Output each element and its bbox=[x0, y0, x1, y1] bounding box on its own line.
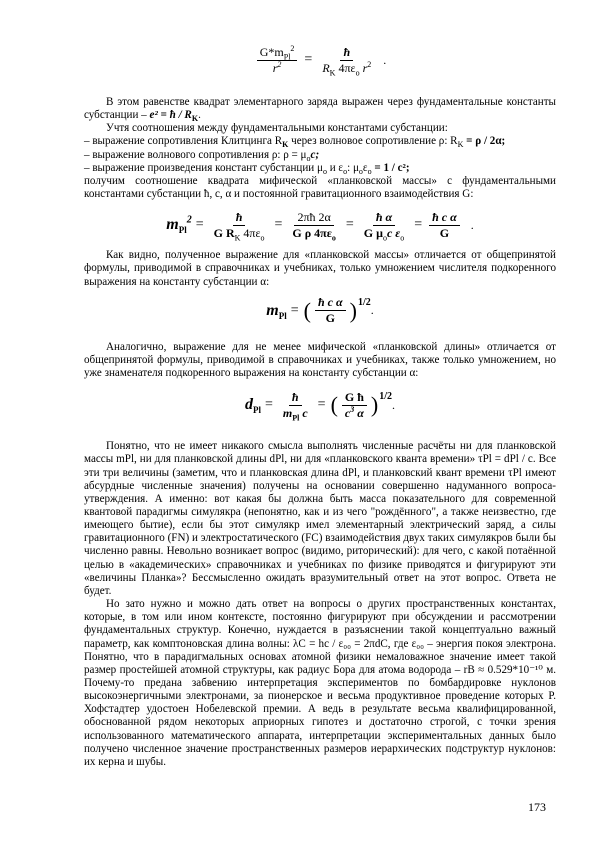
eq2-fraction-1: $\frac{ħ}{G R_K 4\pi\varepsilon_o}$ bbox=[213, 209, 265, 243]
eq3-fraction: $\frac{\text{ħ c α}}{G}$ bbox=[315, 296, 346, 325]
eq2-fraction-2: $\frac{2\pi ħ 2\alpha}{G \rho 4\pi\varepsilon_o}$ bbox=[292, 209, 336, 243]
list-line-3: – выражение произведения констант субстанции $\mu_o$ и $\varepsilon_o$: $\mu_o\varepsilon_o = 1 / c^2$; bbox=[84, 161, 410, 176]
equation-1: $\frac{G*m_{Pl}^2}{r^2}$ = $\frac{ħ}{R_K 4\pi\varepsilon_o r^2}$ . bbox=[84, 42, 556, 78]
paragraph-3: получим соотношение квадрата мифической «планковской массы» с фундаментальными константами субстанции ħ, c, α и постоянной гравитационного взаимодействия G: bbox=[84, 174, 556, 201]
page-number: 173 bbox=[528, 800, 546, 814]
eq4-fraction-1: $\frac{ħ}{m_{Pl} c}$ bbox=[282, 389, 308, 423]
list-line-1: – выражение сопротивления Клитцинга $R_K$ через волновое сопротивление ρ: $R_K = \rho / 2\alpha$; bbox=[84, 135, 506, 150]
eq4-fraction-2: $\frac{\text{G ħ}}{c^3 \alpha}$ bbox=[342, 391, 367, 420]
paragraph-7: Но зато нужно и можно дать ответ на вопросы о других пространственных константах, которые, в том или ином контексте, постоянно фигурируют при обсуждении и рассмотрении фундаментальных структур. Конечно, нуждается в разъяснении такой концептуально важный параметр, как комптоновская длина волны: λC = hc / ε₀₀ = 2πdC, где ε₀₀ – энергия покоя электрона. Понятно, что в парадигмальных основах атомной физики немаловажное значение имеет такой размер простейшей атомной структуры, как радиус Бора для атома водорода – rB ≈ 0.529*10⁻¹⁰ м. Почему-то предана забвению интерпретация экспериментов по бомбардировке нуклонов высокоэнергичными электронами, за пионерское и весьма продуктивное проведение которых Р. Хофстадтер удостоен Нобелевской премии. А ведь в результате весьма квалифицированной, обоснованной рядом некоторых априорных гипотез и достаточно строгой, с точки зрения использованного математического аппарата, интерпретации экспериментальных данных было получено численное значение пространственных размеров иерархических подструктур нуклонов: их керна и шубы. bbox=[84, 598, 556, 768]
document-page bbox=[84, 42, 556, 769]
equation-4: $d_{Pl}$ = $\frac{ħ}{m_{Pl} c}$ = ( $\frac{\text{G ħ}}{c^3 \alpha}$ ) $^{1/2}$ . bbox=[244, 389, 396, 423]
eq2-fraction-4: $\frac{\text{ħ c α}}{G}$ bbox=[429, 211, 460, 240]
paragraph-1: В этом равенстве квадрат элементарного заряда выражен через фундаментальные константы субстанции – e² = ħ / $R_K$. bbox=[84, 96, 556, 124]
paragraph-2: Учтя соотношения между фундаментальными константами субстанции: bbox=[106, 122, 448, 135]
paragraph-5: Аналогично, выражение для не менее мифической «планковской длины» отличается от общепринятой формулы, приводимой в справочниках и учебниках, также только умножением, но уже знаменателя подкоренного выражения на константу субстанции α: bbox=[84, 340, 556, 380]
paragraph-4: Как видно, полученное выражение для «планковской массы» отличается от общепринятой формулы, приводимой в справочниках и учебниках, только умножением числителя подкоренного выражения на константу субстанции α: bbox=[84, 249, 556, 288]
eq1-rhs-fraction: $\frac{ħ}{R_K 4\pi\varepsilon_o r^2}$ bbox=[322, 44, 372, 77]
paragraph-6: Понятно, что не имеет никакого смысла выполнять численные расчёты ни для планковской массы mPl, ни для планковской длины dPl, ни для «планковского кванта времени» τPl = dPl / c. Все эти три величины (заметим, что и планковская длина dPl, и планковский квант времени τPl имеют абсурдные численные значения) получены на основании совершенно надуманного вопроса-утверждения. А именно: вот какая бы должна быть масса показательного для современной квантовой парадигмы симулякра (непонятно, как и из чего "рождённого", а также неизвестно, где имеющего бытие), если бы этот симулякр имел элементарный электрический заряд, а силы гравитационного (FN) и электростатического (FC) взаимодействия двух таких симулякров были бы численно равны. Невольно возникает вопрос (видимо, риторический): для чего, с какой потаённой целью в «академических» справочниках и учебниках по физике приводятся и фигурируют эти «величины Планка»? Бессмысленно ожидать вразумительный ответ на этот вопрос. Ответа не будет. bbox=[84, 440, 556, 597]
eq1-lhs-fraction: $\frac{G*m_{Pl}^2}{r^2}$ bbox=[257, 46, 298, 75]
equation-3: $m_{Pl}$ = ( $\frac{\text{ħ c α}}{G}$ ) $^{1/2}$ . bbox=[266, 295, 374, 326]
list-line-2: – выражение волнового сопротивления ρ: $\rho = \mu_oc$; bbox=[84, 148, 320, 163]
equation-2: $m_{Pl}^2$ = $\frac{ħ}{G R_K 4\pi\varepsilon_o}$ = $\frac{2\pi ħ 2\alpha}{G \rho 4\pi\varepsilon_o}$ = $\frac{\text{ħ α}}{G \mu_oc \varepsilon_o}$ = $\frac{\text{ħ c α}}{G}$ . bbox=[166, 209, 474, 243]
eq2-fraction-3: $\frac{\text{ħ α}}{G \mu_oc \varepsilon_o}$ bbox=[363, 209, 405, 243]
